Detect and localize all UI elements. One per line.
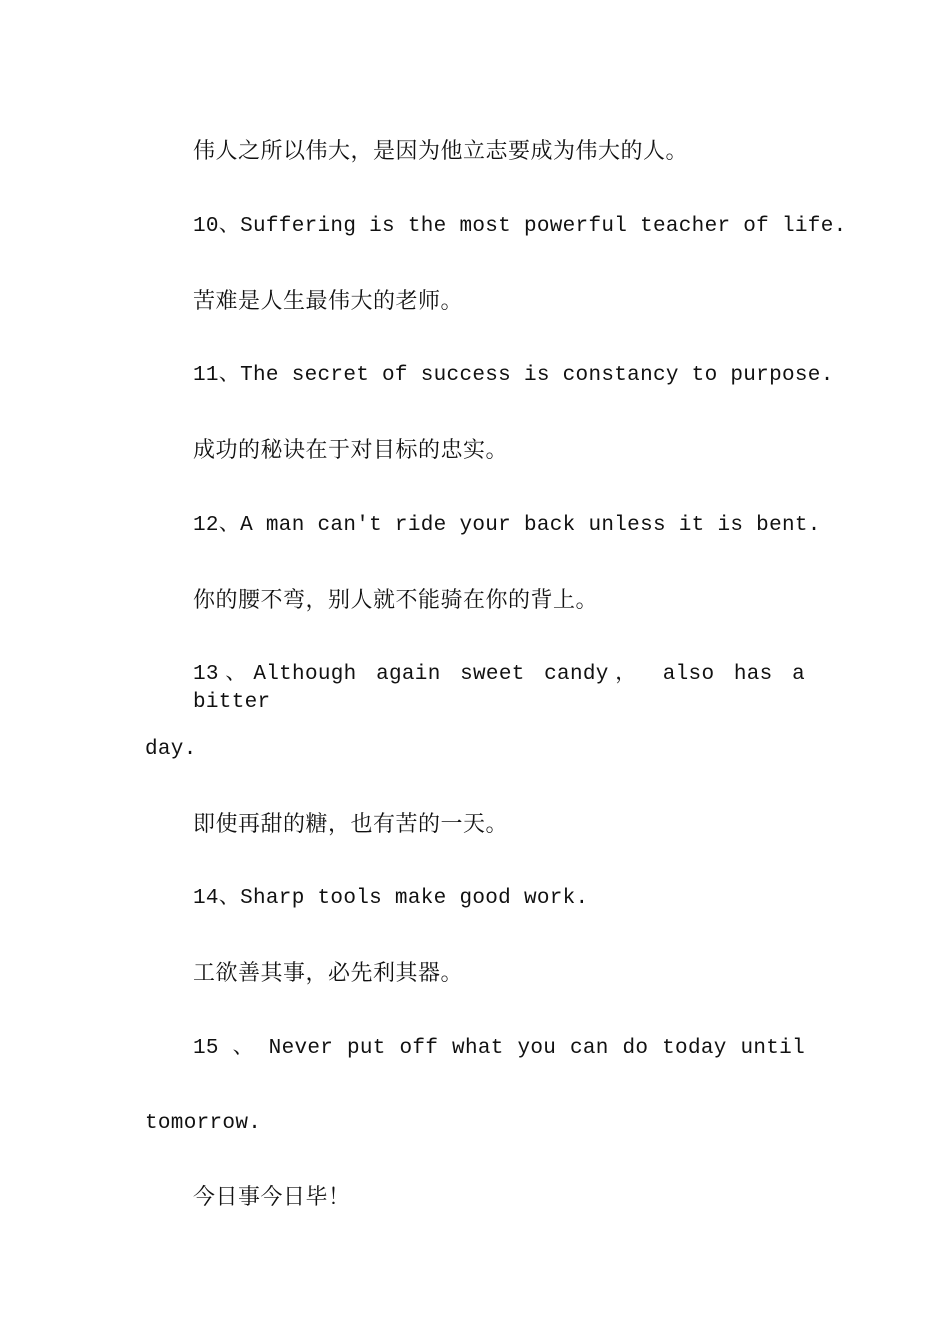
translation-line-9: 伟人之所以伟大，是因为他立志要成为伟大的人。 bbox=[193, 139, 689, 164]
quote-line-13: 13、Although again sweet candy， also has a bitter bbox=[193, 663, 805, 714]
translation-line-14: 工欲善其事，必先利其器。 bbox=[193, 961, 464, 986]
quote-line-11: 11、The secret of success is constancy to purpose. bbox=[193, 364, 834, 387]
quote-line-12: 12、A man can't ride your back unless it is bent. bbox=[193, 514, 821, 537]
translation-line-11: 成功的秘诀在于对目标的忠实。 bbox=[193, 438, 509, 463]
quote-line-15: 15 、 Never put off what you can do today until bbox=[193, 1037, 805, 1060]
quote-line-10: 10、Suffering is the most powerful teacher of life. bbox=[193, 215, 847, 238]
quote-line-13-continued: day. bbox=[145, 738, 197, 761]
translation-line-12: 你的腰不弯，别人就不能骑在你的背上。 bbox=[193, 588, 599, 613]
translation-line-15: 今日事今日毕！ bbox=[193, 1185, 351, 1210]
quote-line-14: 14、Sharp tools make good work. bbox=[193, 887, 589, 910]
quote-line-15-continued: tomorrow. bbox=[145, 1112, 262, 1135]
translation-line-10: 苦难是人生最伟大的老师。 bbox=[193, 289, 464, 314]
translation-line-13: 即使再甜的糖，也有苦的一天。 bbox=[193, 812, 509, 837]
